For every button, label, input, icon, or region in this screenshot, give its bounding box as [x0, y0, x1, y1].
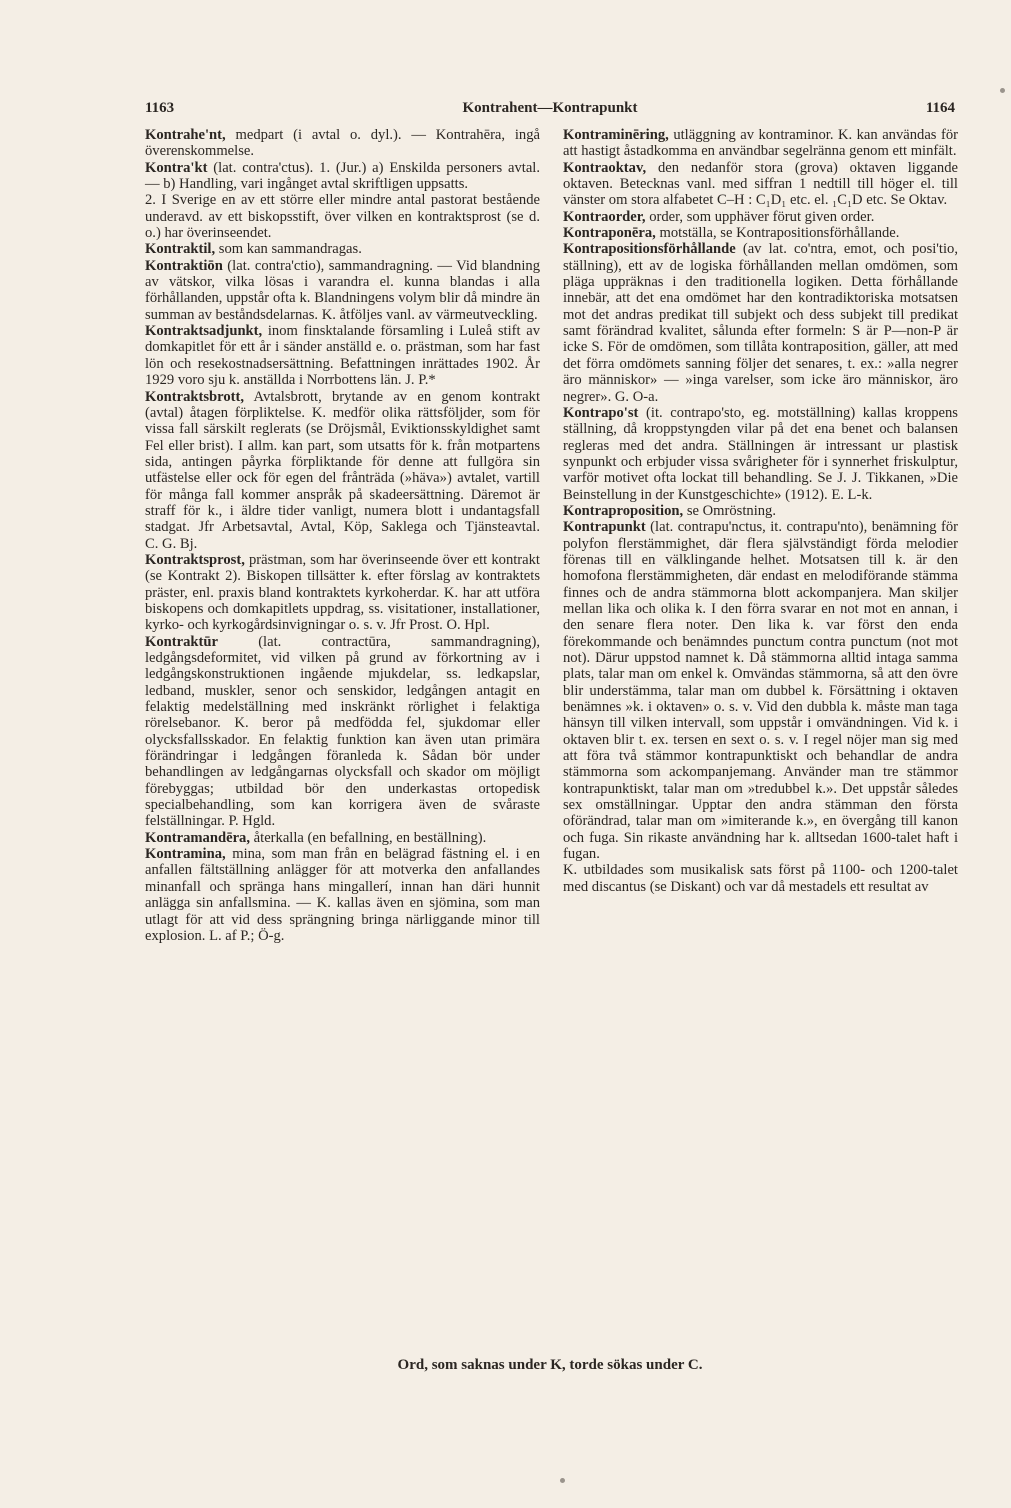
entry-headword: Kontraorder, [563, 208, 646, 225]
dictionary-entry [563, 503, 958, 519]
entry-text: utläggning av kontraminor. K. kan användas för att hastigt åstadkomma en användbar segelränna genom ett minfält. [563, 127, 958, 160]
entry-text: (it. contrapo'sto, eg. motställning) kallas kroppens ställning, då kroppstyngden vilar på det ena benet och balansen regleras med det andra. Ställningen är intressant ur plastisk synpunkt och erbjuder vissa svårigheter för i synnerhet friskulptur, varför motivet ofta lockat till behandling. Se J. J. Tikkanen, »Die Beinstellung in der Kunstgeschichte» (1912). [563, 404, 958, 503]
dictionary-entry [145, 552, 540, 634]
entry-headword: Kontra'kt [145, 159, 208, 176]
dictionary-entry [563, 160, 958, 209]
entry-text: K. utbildades som musikalisk sats först på 1100- och 1200-talet med discantus (se Diskant) och var då mestadels ett resultat av [563, 862, 958, 895]
dictionary-entry [145, 830, 540, 846]
entry-headword: Kontraktsbrott, [145, 388, 245, 405]
page-footer-note: Ord, som saknas under K, torde sökas under C. [397, 1357, 703, 1373]
dictionary-entry [563, 405, 958, 503]
dictionary-entry [145, 241, 540, 257]
entry-headword: Kontraktsadjunkt, [145, 323, 263, 340]
dictionary-entry [563, 241, 958, 404]
dictionary-entry [563, 519, 958, 862]
dictionary-entry [145, 846, 540, 944]
entry-headword: Kontraktil, [145, 241, 216, 258]
print-speck [1000, 88, 1005, 93]
entry-headword: Kontramandēra, [145, 829, 250, 846]
entry-headword: Kontrahe'nt, [145, 127, 226, 143]
print-speck [560, 1478, 565, 1483]
entry-text: den nedanför stora (grova) oktaven liggande oktaven. Betecknas vanl. med siffran 1 nedtill till höger el. till vänster om stora alfabetet C–H : C₁D₁ etc. el. ₁C₁D etc. Se Oktav. [563, 159, 958, 209]
entry-headword: Kontraoktav, [563, 159, 647, 176]
author-signature: P. Hgld. [228, 813, 276, 830]
entry-text: (lat. contractūra, sammandragning), ledgångsdeformitet, vid vilken på grund av förkortning av i ledgångskonstruktionen ingående mjukdelar, ss. ledkapslar, ledband, muskler, senor och senskidor, ledgången antagit en felaktig medelställning med inskränkt rörlighet i felaktiga rörelsebanor. K. beror på medfödda fel, sjukdomar eller olycksfallsskador. En felaktig funktion kan även utan primära förändringar i ledgången föranleda k. Sådan bör under behandlingen av ledgångarnas olycksfall och skador om möjligt förebyggas; utbildad bör den underkastas ortopedisk specialbehandling, som kan korrigera även de svåraste felställningar. [145, 633, 540, 830]
entry-headword: Kontrapositionsförhållande [563, 241, 736, 258]
entry-headword: Kontraktūr [145, 633, 218, 650]
running-title: Kontrahent—Kontrapunkt [462, 100, 638, 116]
dictionary-entry [145, 192, 540, 241]
entry-text: som kan sammandragas. [218, 241, 362, 258]
author-signature: O. Hpl. [446, 617, 490, 634]
dictionary-entry [145, 634, 540, 830]
dictionary-entry [563, 225, 958, 241]
entry-text: (lat. contrapu'nctus, it. contrapu'nto), benämning för polyfon flerstämmighet, där flera självständigt förda melodier förenas till en välklingande helhet. Motsatsen till k. är den homofona flerstämmigheten, där endast en melodiförande stämma finnes och de andra stämmorna blott ackompanjera. Man skiljer mellan lika och olika k. I den förra svarar en not mot en annan, i den senare flera noter. Den lika k. var först den enda förekommande och benämndes punctum contra punctum (not mot not). Därur uppstod namnet k. Då stämmorna alltid intaga samma plats, talar man om enkel k. Omvändas stämmorna, så att den övre blir understämma, talar man om dubbel k. Försättning i oktaven benämnes »k. i oktaven» o. s. v. Vid den dubbla k. måste man taga hänsyn till vilken intervall, som uppstår i omvändningen. Vid k. i oktaven blir t. ex. tersen en sext o. s. v. I regel nöjer man sig med att föra två stämmor kontrapunktiskt och behandlar de andra stämmorna som ackompanjemang. Använder man tre stämmor kontrapunktiskt, talar man om »tredubbel k.». Det uppstår således sex omställningar. Upptar den andra stämman den första oförändrad, talar man om »imiterande k.», en övergång till kanon och fuga. Sin rikaste användning har k. alltsedan 1600-talet haft i fugan. [563, 519, 958, 863]
author-signature: E. L-k. [831, 486, 873, 503]
page-header [145, 100, 955, 122]
entry-text: (lat. contra'ctus). 1. (Jur.) a) Enskilda personers avtal. — b) Handling, vari ingånget avtal skriftligen uppsatts. [145, 159, 540, 193]
dictionary-entry [145, 323, 540, 388]
entry-text: se Omröstning. [686, 502, 776, 519]
entry-text: inom finsktalande församling i Luleå stift av domkapitlet för ett år i sänder anställd e. o. prästman, som har fast lön och resekostnadsersättning. Befattningen inrättades 1902. År 1929 voro sju k. anställda i Norrbottens län. [145, 323, 540, 389]
right-column [563, 127, 958, 895]
dictionary-entry [563, 209, 958, 225]
entry-text: prästman, som har överinseende över ett kontrakt (se Kontrakt 2). Biskopen tillsätter k. efter förslag av kontraktets präster, enl. praxis bland kontraktets kyrkoherdar. K. har att utföra biskopens och domkapitlets uppdrag, ss. visitationer, installationer, kyrko- och kyrkogårdsinvigningar o. s. v. Jfr Prost. [145, 551, 540, 634]
dictionary-entry [145, 127, 540, 160]
author-signature: J. P.* [405, 372, 436, 389]
entry-text: (av lat. co'ntra, emot, och posi'tio, ställning), ett av de logiska förhållanden mellan omdömen, som pläga uppräknas i den traditionella logiken. Detta förhållande innebär, att det ena omdömet har den kontradiktoriska motsatsen mot det andras predikat till subjekt och dess subjekt till predikat samt förändrad kvalitet, sålunda efter formeln: S är P—non-P är icke S. För de omdömen, som tillåta kontraposition, gäller, att med det förra omdömets sanning följer det senares, t. ex.: »alla negrer äro människor» — »inga varelser, som icke äro människor, äro negrer». [563, 241, 958, 405]
entry-text: (lat. contra'ctio), sammandragning. — Vid blandning av vätskor, vilka lösas i varandra el. kunna blandas i alla förhållanden, uppstår ofta k. Blandningens volym blir då mindre än summan av beståndsdelarnas. K. åtföljes vanl. av värmeutveckling. [145, 257, 540, 323]
entry-headword: Kontraktiōn [145, 257, 223, 274]
entry-text: order, som upphäver förut given order. [649, 208, 875, 225]
entry-headword: Kontraproposition, [563, 502, 684, 519]
page-number-right: 1164 [925, 100, 955, 116]
dictionary-entry [145, 160, 540, 193]
left-column [145, 127, 540, 944]
author-signature: C. G. Bj. [145, 535, 198, 552]
entry-headword: Kontrapunkt [563, 519, 646, 536]
entry-headword: Kontraminēring, [563, 127, 669, 143]
entry-headword: Kontrapo'st [563, 404, 639, 421]
entry-headword: Kontramina, [145, 846, 226, 863]
entry-text: Avtalsbrott, brytande av en genom kontrakt (avtal) åtagen förpliktelse. K. medför olika rättsföljder, som för vissa fall särskilt reglerats (se Dröjsmål, Eviktionsskyldighet samt Fel eller brist). I allm. kan part, som utsatts för k. från motpartens sida, antingen påyrka förpliktande för denne att fullgöra sin utfästelse eller ock för egen del frånträda (»häva») avtalet, vartill för många fall kommer anspråk på skadeersättning. Däremot är straff för k., i äldre tider vanligt, numera blott i undantagsfall stadgat. Jfr Arbetsavtal, Avtal, Köp, Saklega och Tjänsteavtal. [145, 388, 540, 536]
page-number-left: 1163 [145, 100, 175, 116]
dictionary-entry [563, 862, 958, 895]
entry-text: återkalla (en befallning, en beställning). [253, 829, 487, 846]
entry-text: mina, som man från en belägrad fästning el. i en anfallen fältställning anlägger för att motverka den anfallandes minanfall och spränga hans mingallerí, innan han däri hunnit anlägga sin anfallsmina. — K. kallas även en sjömina, som man utlagt för att vid dess sprängning bringa närliggande minor till explosion. [145, 846, 540, 944]
dictionary-entry [563, 127, 958, 160]
entry-text: motställa, se Kontrapositionsförhållande. [659, 225, 900, 242]
dictionary-entry [145, 258, 540, 323]
author-signature: G. O-a. [614, 388, 659, 405]
entry-text: medpart (i avtal o. dyl.). — Kontrahēra, ingå överenskommelse. [145, 127, 540, 160]
entry-text: 2. I Sverige en av ett större eller mindre antal pastorat bestående underavd. av ett biskopsstift, över vilken en kontraktsprost (se d. o.) har överinseendet. [145, 192, 540, 242]
entry-headword: Kontraponēra, [563, 225, 656, 242]
author-signature: L. af P.; Ö-g. [209, 927, 285, 944]
dictionary-entry [145, 389, 540, 552]
entry-headword: Kontraktsprost, [145, 551, 245, 568]
